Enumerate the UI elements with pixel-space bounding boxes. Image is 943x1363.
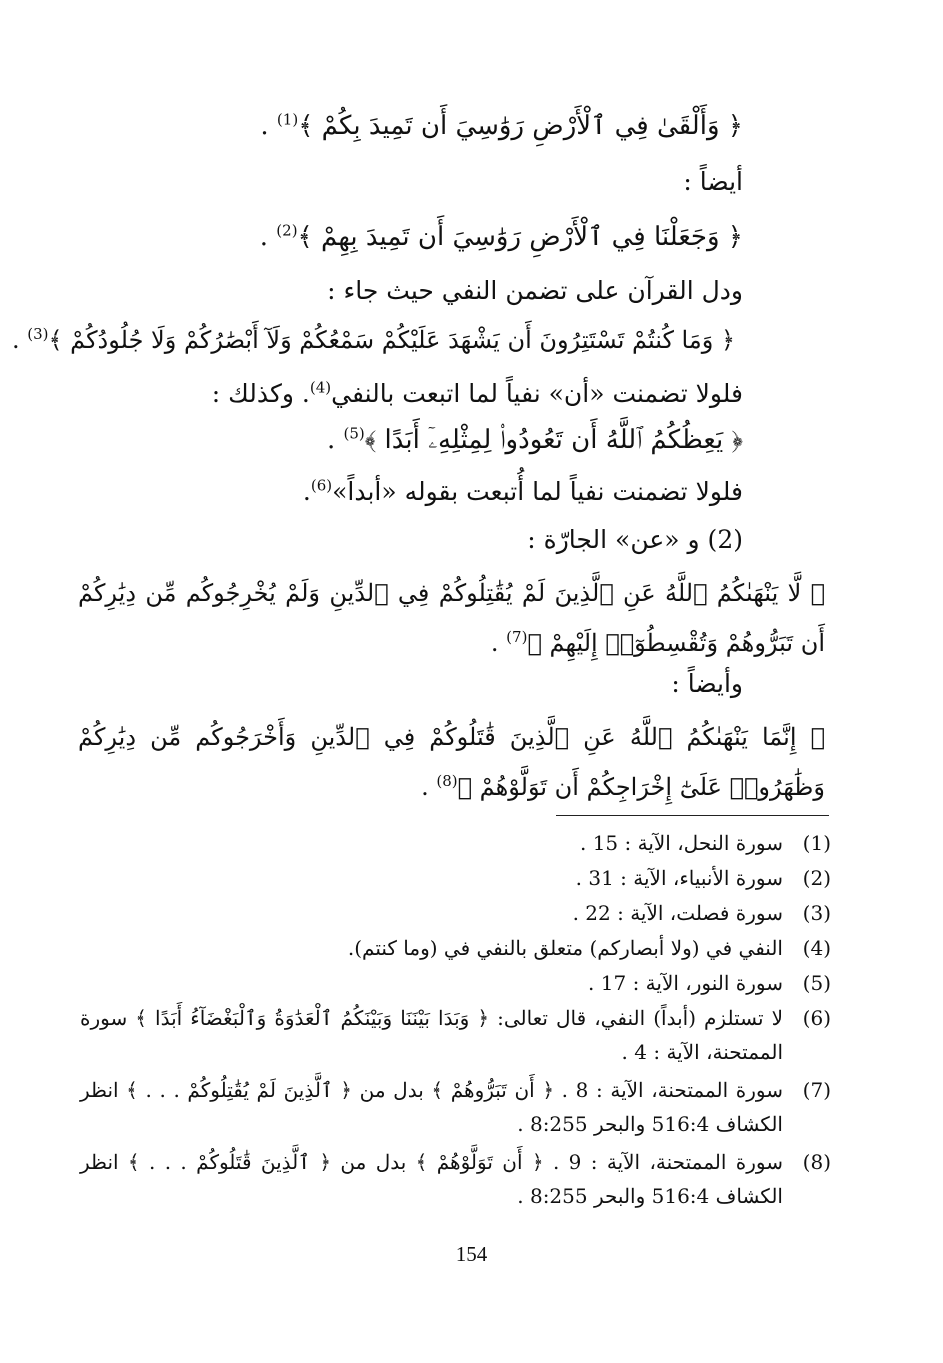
verse-text: ﴿ إِنَّمَا يَنْهَىٰكُمُ ٱللَّهُ عَنِ ٱلَّذِينَ قَٰتَلُوكُمْ فِي ٱلدِّينِ وَأَخْرَجُوكُم مِّن دِيَٰرِكُمْ وَظَٰهَرُوا۟ عَلَىٰٓ إِخْرَاجِكُمْ أَن تَوَلَّوْهُمْ ﴾	[78, 723, 825, 801]
verse-text: ﴿ وَأَلْقَىٰ فِي ٱلْأَرْضِ رَوَٰسِيَ أَن تَمِيدَ بِكُمْ ﴾	[298, 111, 743, 141]
verse-text: ﴿ وَجَعَلْنَا فِي ٱلْأَرْضِ رَوَٰسِيَ أَن تَمِيدَ بِهِمْ ﴾	[297, 222, 743, 252]
footnote-number: (7)	[802, 1078, 831, 1102]
verse-text: ﴿ وَمَا كُنتُمْ تَسْتَتِرُونَ أَن يَشْهَدَ عَلَيْكُمْ سَمْعُكُمْ وَلَآ أَبْصَٰرُكُمْ وَلَا جُلُودُكُمْ ﴾	[48, 326, 735, 354]
footnote-marker: (3)	[27, 325, 49, 343]
line-text: وأيضاً :	[671, 669, 743, 698]
paragraph-line	[683, 164, 743, 200]
footnote-number: (6)	[802, 1006, 831, 1030]
line-text: فلولا تضمنت «أن» نفياً لما اتبعت بالنفي	[331, 379, 743, 408]
line-end: .	[421, 773, 437, 801]
footnote-text: سورة النحل، الآية : 15 .	[579, 831, 783, 855]
footnote-text: سورة فصلت، الآية : 22 .	[572, 901, 783, 925]
line-text: ودل القرآن على تضمن النفي حيث جاء :	[327, 276, 743, 305]
footnote-marker: (8)	[436, 772, 458, 790]
quran-verse-line	[260, 106, 743, 146]
footnote-number: (2)	[802, 866, 831, 890]
footnote-marker: (2)	[276, 221, 298, 240]
section-heading	[527, 522, 743, 558]
footnote-marker: (1)	[276, 110, 299, 129]
quran-verse-line	[260, 217, 743, 257]
footnote-text: النفي في (ولا أبصاركم) متعلق بالنفي في (وما كنتم).	[347, 936, 783, 960]
line-end: .	[260, 111, 277, 141]
footnote	[80, 896, 831, 930]
paragraph-line	[327, 273, 743, 309]
quran-verse-line	[327, 420, 743, 460]
line-text: فلولا تضمنت نفياً لما أُتبعت بقوله «أبداً»	[332, 477, 743, 506]
footnote-text: سورة الممتحنة، الآية : 9 . ﴿ أَن تَوَلَّوْهُمْ ﴾ بدل من ﴿ ٱلَّذِينَ قَٰتَلُوكُمْ . . . ﴾ انظر الكشاف 516:4 والبحر 8:255 .	[80, 1150, 783, 1208]
footnote-marker: (5)	[343, 424, 365, 443]
footnote	[80, 1073, 831, 1141]
verse-text: ﴿ لَّا يَنْهَىٰكُمُ ٱللَّهُ عَنِ ٱلَّذِينَ لَمْ يُقَٰتِلُوكُمْ فِي ٱلدِّينِ وَلَمْ يُخْرِجُوكُم مِّن دِيَٰرِكُمْ أَن تَبَرُّوهُمْ وَتُقْسِطُوٓا۟ إِلَيْهِمْ ﴾	[78, 579, 825, 657]
footnote-marker: (7)	[506, 628, 528, 646]
footnote-number: (4)	[802, 936, 831, 960]
verse-text: ﴿ يَعِظُكُمُ ٱللَّهُ أَن تَعُودُوا۟ لِمِثْلِهِۦٓ أَبَدًا ﴾	[364, 425, 743, 455]
footnote-text: لا تستلزم (أبداً) النفي، قال تعالى: ﴿ وَبَدَا بَيْنَنَا وَبَيْنَكُمُ ٱلْعَدَٰوَةُ وَٱلْبَغْضَآءُ أَبَدًا ﴾ سورة الممتحنة، الآية : 4 .	[80, 1006, 783, 1064]
paragraph-line	[212, 376, 743, 412]
line-end: . وكذلك :	[211, 379, 310, 408]
line-end: .	[326, 425, 344, 455]
quran-verse-paragraph	[78, 568, 825, 668]
footnote-number: (8)	[802, 1150, 831, 1174]
footnote-number: (5)	[802, 971, 831, 995]
footnote-text: سورة الأنبياء، الآية : 31 .	[575, 866, 783, 890]
footnote	[80, 931, 831, 965]
line-end: .	[302, 477, 311, 506]
footnote-number: (1)	[802, 831, 831, 855]
footnote	[80, 1001, 831, 1069]
line-text: أيضاً :	[683, 167, 743, 196]
page-number: 154	[455, 1242, 488, 1266]
footnote-marker: (6)	[310, 476, 333, 495]
footnote	[80, 861, 831, 895]
footnote-text: سورة الممتحنة، الآية : 8 . ﴿ أَن تَبَرُّوهُمْ ﴾ بدل من ﴿ ٱلَّذِينَ لَمْ يُقَٰتِلُوكُمْ . . . ﴾ انظر الكشاف 516:4 والبحر 8:255 .	[80, 1078, 783, 1136]
footnote-marker: (4)	[309, 378, 332, 397]
line-end: .	[11, 326, 28, 354]
footnote	[80, 1145, 831, 1213]
footnote-number: (3)	[802, 901, 831, 925]
line-end: .	[490, 629, 507, 657]
paragraph-line	[303, 474, 743, 510]
footnote-divider	[556, 815, 829, 816]
footnote	[80, 826, 831, 860]
line-text: (2) و «عن» الجارّة :	[527, 525, 743, 554]
quran-verse-paragraph	[78, 712, 825, 812]
footnote-text: سورة النور، الآية : 17 .	[588, 971, 783, 995]
line-end: .	[259, 222, 277, 252]
quran-verse-line	[12, 320, 735, 360]
footnote	[80, 966, 831, 1000]
paragraph-line	[671, 666, 743, 702]
